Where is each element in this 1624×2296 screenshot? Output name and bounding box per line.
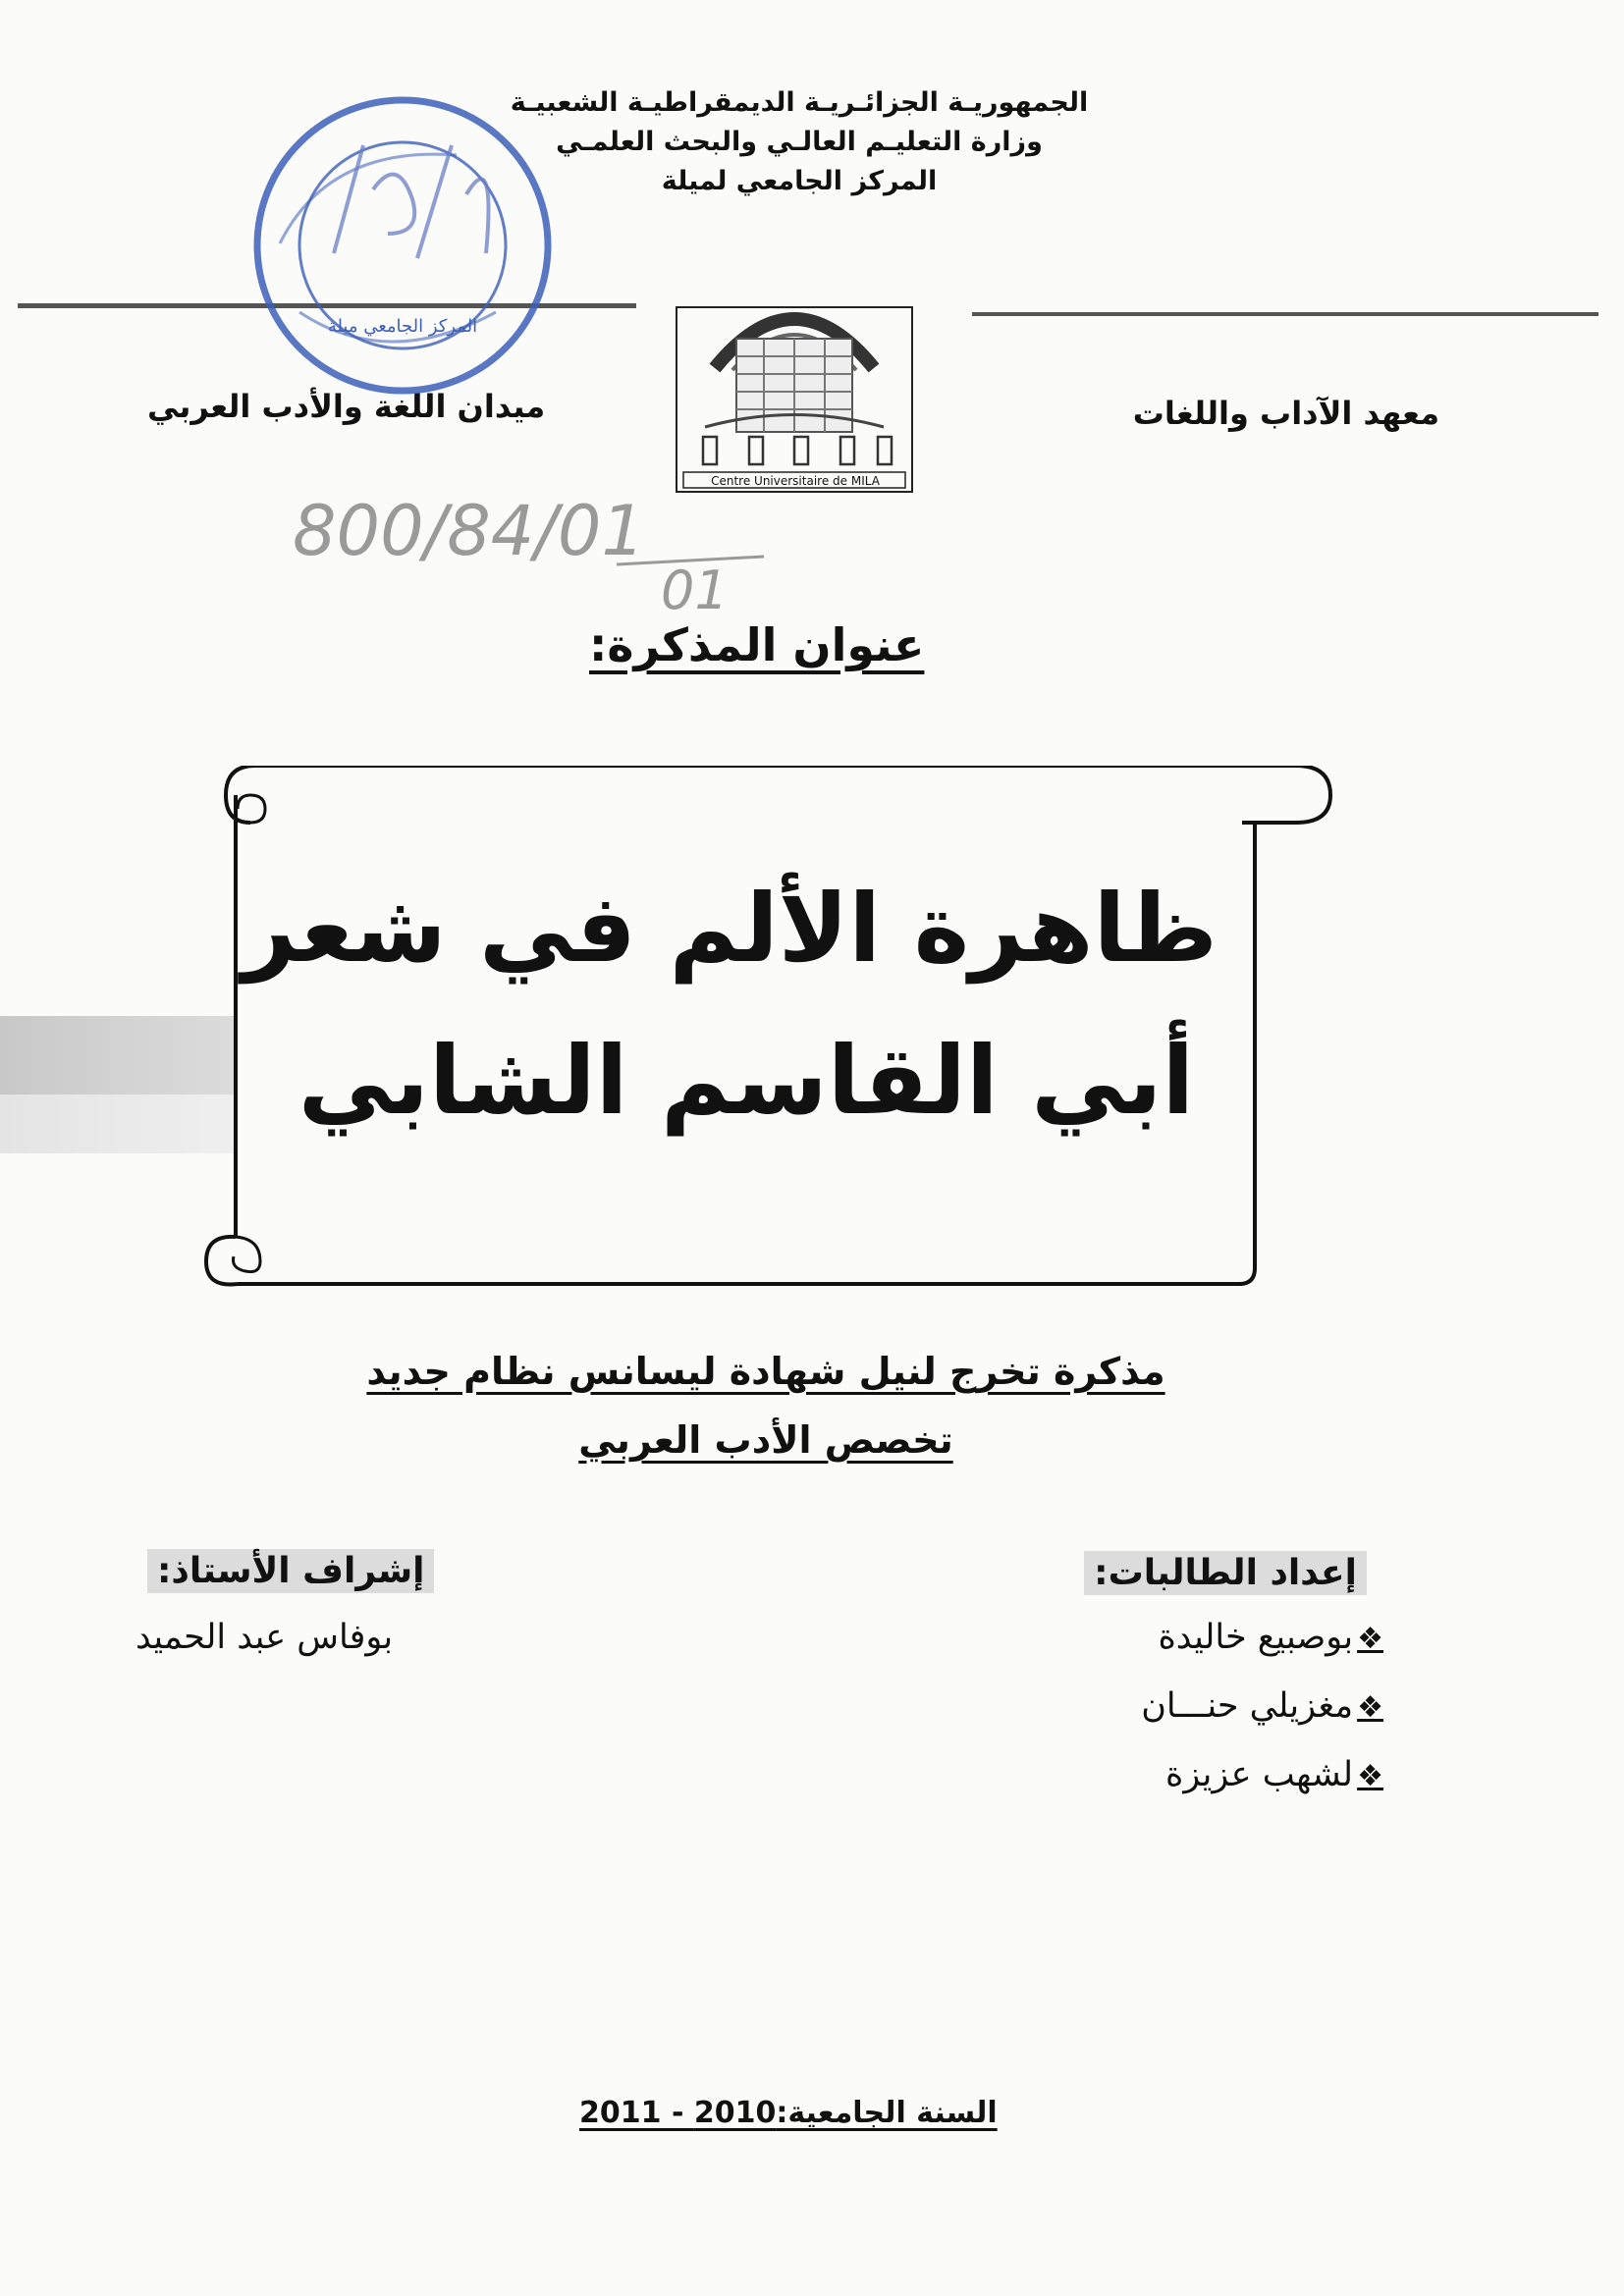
diamond-bullet-icon: ❖ (1357, 1759, 1383, 1793)
archive-number-sub: 01 (661, 560, 729, 614)
archive-number-main: 800/84/01 (293, 496, 645, 571)
header-rule-right (972, 312, 1598, 316)
student-name-text: بوصبيع خاليدة (1158, 1618, 1354, 1657)
student-name (1141, 1686, 1383, 1726)
logo-caption: Centre Universitaire de MILA (711, 474, 880, 488)
archive-number (293, 496, 803, 614)
specialty-statement: تخصص الأدب العربي (578, 1418, 953, 1462)
supervisor-name: بوفاس عبد الحميد (135, 1618, 394, 1657)
student-name (1165, 1755, 1383, 1794)
thesis-title-line-2: أبي القاسم الشابي (298, 1026, 1195, 1136)
header-block (495, 83, 1104, 201)
library-stamp (241, 86, 565, 400)
university-logo (676, 280, 913, 494)
ministry-line: وزارة التعليـم العالـي والبحث العلمـي (556, 127, 1043, 157)
university-line: المركز الجامعي لميلة (661, 166, 938, 196)
thesis-title-label: عنوان المذكرة: (589, 618, 925, 671)
degree-statement: مذكرة تخرج لنيل شهادة ليسانس نظام جديد (366, 1350, 1165, 1393)
academic-year: السنة الجامعية:2010 - 2011 (579, 2096, 998, 2130)
student-name (1158, 1618, 1383, 1657)
students-label: إعداد الطالبات: (1084, 1551, 1367, 1595)
republic-line: الجمهوريـة الجزائـريـة الديمقراطيـة الشعبيـة (510, 87, 1089, 118)
stamp-text: المركز الجامعي ميلة (327, 316, 478, 337)
thesis-title-line-1: ظاهرة الألم في شعر (242, 874, 1218, 984)
institute-name: معهد الآداب واللغات (1132, 395, 1439, 432)
student-name-text: لشهب عزيزة (1164, 1755, 1354, 1794)
student-name-text: مغزيلي حنـــان (1141, 1686, 1354, 1726)
supervisor-label: إشراف الأستاذ: (147, 1549, 434, 1593)
diamond-bullet-icon: ❖ (1357, 1622, 1383, 1656)
diamond-bullet-icon: ❖ (1357, 1690, 1383, 1725)
field-name: ميدان اللغة والأدب العربي (147, 388, 546, 425)
